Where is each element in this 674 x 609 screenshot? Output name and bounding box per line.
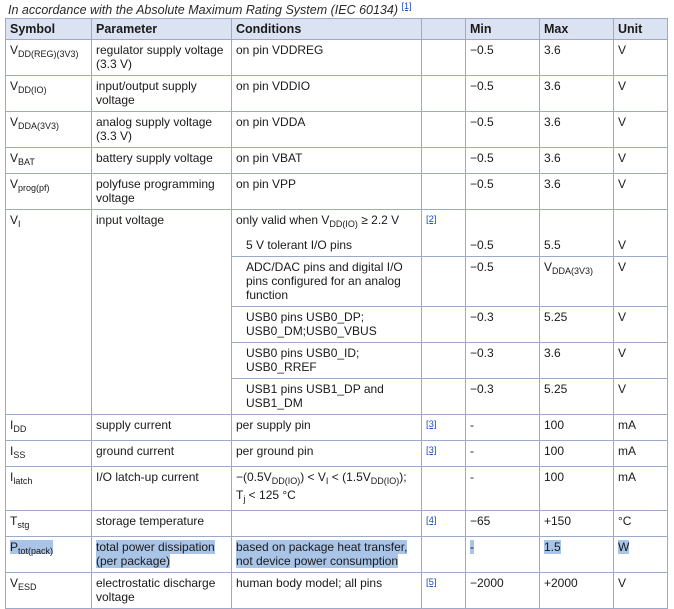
table-row	[6, 441, 668, 467]
min-cell: -	[466, 441, 540, 467]
table-row	[6, 174, 668, 210]
min-cell: −0.3	[466, 307, 540, 343]
conditions-cell: USB0 pins USB0_DP; USB0_DM;USB0_VBUS	[232, 307, 422, 343]
min-cell: −0.3	[466, 343, 540, 379]
symbol-cell: $V_{DDA(3V3)}$	[6, 112, 92, 148]
conditions-cell: on pin VBAT	[232, 148, 422, 174]
footnote-link[interactable]: [4]	[426, 515, 437, 526]
unit-cell: mA	[614, 467, 668, 511]
ref-cell	[422, 415, 466, 441]
symbol-cell: $V_{DD(REG)(3V3)}$	[6, 40, 92, 76]
footnote-link[interactable]: [2]	[426, 214, 437, 225]
unit-cell: V	[614, 76, 668, 112]
table-row-selected	[6, 537, 668, 573]
min-cell: -	[466, 467, 540, 511]
parameter-cell: total power dissipation (per package)	[92, 537, 232, 573]
parameter-cell: input voltage	[92, 210, 232, 415]
max-cell: 100	[540, 467, 614, 511]
caption-text: In accordance with the Absolute Maximum Rating System (IEC 60134)	[8, 3, 398, 18]
symbol-cell: $I_{SS}$	[6, 441, 92, 467]
min-cell: −0.5	[466, 257, 540, 307]
header-parameter: Parameter	[92, 19, 232, 40]
min-cell: −0.5	[466, 112, 540, 148]
unit-cell: V	[614, 174, 668, 210]
unit-cell: V	[614, 235, 668, 257]
parameter-cell: ground current	[92, 441, 232, 467]
min-cell: −0.5	[466, 40, 540, 76]
ref-cell	[422, 174, 466, 210]
min-cell: −0.5	[466, 174, 540, 210]
footnote-link[interactable]: [5]	[426, 577, 437, 588]
table-row	[6, 415, 668, 441]
ref-cell	[422, 76, 466, 112]
ref-cell	[422, 307, 466, 343]
table-header-row	[6, 19, 668, 40]
conditions-cell: on pin VDDIO	[232, 76, 422, 112]
unit-cell: V	[614, 112, 668, 148]
max-cell: 100	[540, 441, 614, 467]
ref-cell	[422, 467, 466, 511]
symbol-cell: $P_{tot(pack)}$	[6, 537, 92, 573]
table-row	[6, 76, 668, 112]
table-row	[6, 112, 668, 148]
min-cell: -	[466, 537, 540, 573]
min-cell: −65	[466, 511, 540, 537]
header-unit: Unit	[614, 19, 668, 40]
ref-cell	[422, 210, 466, 236]
max-cell: 100	[540, 415, 614, 441]
symbol-cell: $T_{stg}$	[6, 511, 92, 537]
ref-cell	[422, 40, 466, 76]
min-cell	[466, 210, 540, 236]
header-conditions: Conditions	[232, 19, 422, 40]
footnote-link[interactable]: [3]	[426, 445, 437, 456]
conditions-cell: based on package heat transfer, not device power consumption	[232, 537, 422, 573]
parameter-cell: analog supply voltage (3.3 V)	[92, 112, 232, 148]
unit-cell: mA	[614, 441, 668, 467]
unit-cell: V	[614, 40, 668, 76]
ref-cell	[422, 537, 466, 573]
conditions-cell: human body model; all pins	[232, 573, 422, 609]
max-cell: 5.5	[540, 235, 614, 257]
header-ref	[422, 19, 466, 40]
max-cell: 3.6	[540, 76, 614, 112]
ref-cell	[422, 112, 466, 148]
ref-cell	[422, 343, 466, 379]
table-row	[6, 573, 668, 609]
ref-cell	[422, 441, 466, 467]
conditions-cell: only valid when $V_{DD(IO)} \ge 2.2$ V	[232, 210, 422, 236]
unit-cell: mA	[614, 415, 668, 441]
ref-cell	[422, 235, 466, 257]
conditions-cell	[232, 511, 422, 537]
conditions-cell: per supply pin	[232, 415, 422, 441]
symbol-cell: $V_{BAT}$	[6, 148, 92, 174]
unit-cell: W	[614, 537, 668, 573]
ref-cell	[422, 257, 466, 307]
unit-cell: V	[614, 573, 668, 609]
min-cell: −2000	[466, 573, 540, 609]
unit-cell: V	[614, 343, 668, 379]
unit-cell: °C	[614, 511, 668, 537]
table-row	[6, 210, 668, 236]
unit-cell: V	[614, 148, 668, 174]
unit-cell	[614, 210, 668, 236]
parameter-cell: storage temperature	[92, 511, 232, 537]
parameter-cell: supply current	[92, 415, 232, 441]
unit-cell: V	[614, 257, 668, 307]
symbol-cell: $V_{DD(IO)}$	[6, 76, 92, 112]
min-cell: −0.5	[466, 148, 540, 174]
conditions-cell: per ground pin	[232, 441, 422, 467]
table-row	[6, 40, 668, 76]
symbol-cell: $I_{DD}$	[6, 415, 92, 441]
unit-cell: V	[614, 379, 668, 415]
table-caption	[8, 1, 412, 17]
min-cell: −0.5	[466, 235, 540, 257]
conditions-cell: ADC/DAC pins and digital I/O pins configured for an analog function	[232, 257, 422, 307]
header-symbol: Symbol	[6, 19, 92, 40]
min-cell: −0.5	[466, 76, 540, 112]
parameter-cell: input/output supply voltage	[92, 76, 232, 112]
conditions-cell: on pin VPP	[232, 174, 422, 210]
footnote-link[interactable]: [3]	[426, 419, 437, 430]
conditions-cell: USB1 pins USB1_DP and USB1_DM	[232, 379, 422, 415]
conditions-cell: on pin VDDREG	[232, 40, 422, 76]
symbol-cell: $V_{prog(pf)}$	[6, 174, 92, 210]
header-min: Min	[466, 19, 540, 40]
conditions-cell: $-(0.5V_{DD(IO)}) < V_I < (1.5V_{DD(IO)})$; $T_j < 125$ °C	[232, 467, 422, 511]
max-cell: 3.6	[540, 40, 614, 76]
ref-cell	[422, 573, 466, 609]
max-cell	[540, 210, 614, 236]
max-cell: 5.25	[540, 379, 614, 415]
max-cell: 3.6	[540, 174, 614, 210]
table-row	[6, 511, 668, 537]
max-cell: +2000	[540, 573, 614, 609]
conditions-cell: 5 V tolerant I/O pins	[232, 235, 422, 257]
header-max: Max	[540, 19, 614, 40]
absolute-max-ratings-table	[5, 18, 668, 609]
ref-cell	[422, 511, 466, 537]
max-cell: +150	[540, 511, 614, 537]
min-cell: -	[466, 415, 540, 441]
parameter-cell: I/O latch-up current	[92, 467, 232, 511]
table-row	[6, 467, 668, 511]
symbol-cell: $V_I$	[6, 210, 92, 415]
min-cell: −0.3	[466, 379, 540, 415]
parameter-cell: battery supply voltage	[92, 148, 232, 174]
symbol-cell: $V_{ESD}$	[6, 573, 92, 609]
ref-cell	[422, 379, 466, 415]
parameter-cell: regulator supply voltage (3.3 V)	[92, 40, 232, 76]
unit-cell: V	[614, 307, 668, 343]
symbol-cell: $I_{latch}$	[6, 467, 92, 511]
parameter-cell: polyfuse programming voltage	[92, 174, 232, 210]
max-cell: 3.6	[540, 343, 614, 379]
conditions-cell: on pin VDDA	[232, 112, 422, 148]
max-cell: 5.25	[540, 307, 614, 343]
max-cell: $V_{DDA(3V3)}$	[540, 257, 614, 307]
ref-cell	[422, 148, 466, 174]
max-cell: 1.5	[540, 537, 614, 573]
table-row	[6, 148, 668, 174]
conditions-cell: USB0 pins USB0_ID; USB0_RREF	[232, 343, 422, 379]
caption-ref-link[interactable]: [1]	[401, 1, 412, 11]
max-cell: 3.6	[540, 148, 614, 174]
parameter-cell: electrostatic discharge voltage	[92, 573, 232, 609]
max-cell: 3.6	[540, 112, 614, 148]
